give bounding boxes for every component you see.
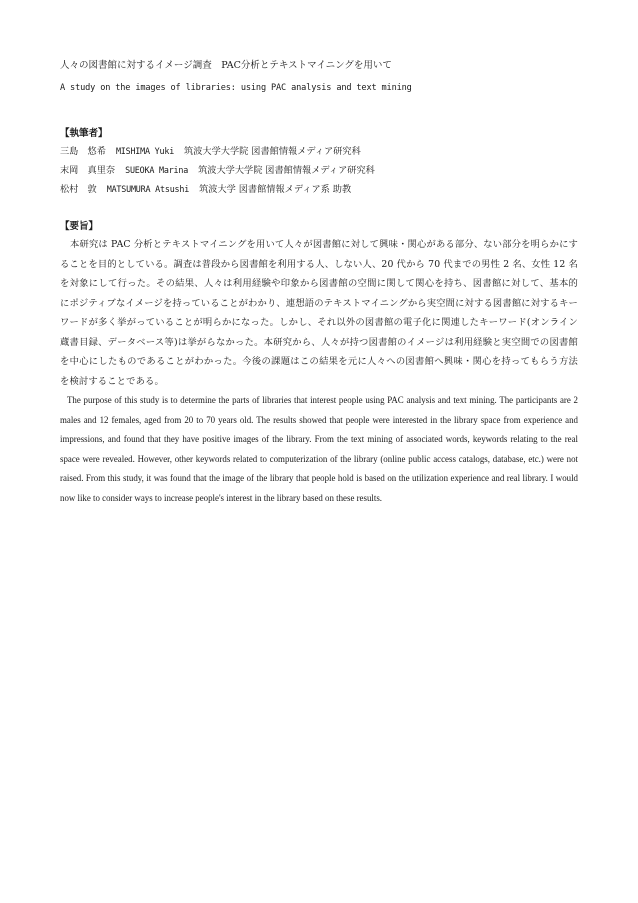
author-name-japanese: 三島 悠希 (60, 146, 106, 157)
author-name-romaji: MATSUMURA Atsushi (106, 184, 190, 194)
author-affiliation: 筑波大学 図書館情報メディア系 助教 (199, 184, 352, 195)
author-name-japanese: 松村 敦 (60, 184, 97, 195)
abstract-japanese: 本研究は PAC 分析とテキストマイニングを用いて人々が図書館に対して興味・関心がある部分、ない部分を明らかにすることを目的としている。調査は普段から図書館を利用する人、しない人、20 代から 70 代までの男性 2 名、女性 12 名を対象にして行った。その結果、人々は利用経験や印象から図書館の空間に関して関心を持ち、図書館に対して、基本的にポジティブなイメージを持っていることがわかり、連想語のテキストマイニングから実空間に対する図書館に対するキーワードが多く挙がっていることが明らかになった。しかし、それ以外の図書館の電子化に関連したキーワード(オンライン蔵書目録、データベース等)は挙がらなかった。本研究から、人々が持つ図書館のイメージは利用経験と実空間での図書館を中心にしたものであることがわかった。今後の課題はこの結果を元に人々への図書館へ興味・関心を持ってもらう方法を検討することである。 (60, 239, 578, 387)
title-japanese: 人々の図書館に対するイメージ調査 PAC分析とテキストマイニングを用いて (60, 60, 392, 71)
authors-heading: 【執筆者】 (60, 128, 108, 139)
title-english: A study on the images of libraries: using PAC analysis and text mining (60, 83, 412, 93)
author-name-romaji: SUEOKA Marina (125, 165, 189, 175)
author-line (60, 142, 578, 161)
abstract-section (60, 219, 578, 508)
author-affiliation: 筑波大学大学院 図書館情報メディア研究科 (198, 165, 375, 176)
author-line (60, 180, 578, 199)
authors-section (60, 126, 578, 199)
author-line (60, 161, 578, 180)
author-name-japanese: 末岡 真里奈 (60, 165, 116, 176)
abstract-english: The purpose of this study is to determine the parts of libraries that interest people using PAC analysis and text mining. The participants are 2 males and 12 females, aged from 20 to 70 years old. The results showed that people were interested in the library space from experience and impressions, and found that they have positive images of the library. From the text mining of associated words, keywords relating to the real space were revealed. However, other keywords related to computerization of the library (online public access catalogs, database, etc.) were not raised. From this study, it was found that the image of the library that people hold is based on the utilization experience and real library. I would now like to consider ways to increase people's interest in the library based on these results. (60, 395, 578, 503)
author-affiliation: 筑波大学大学院 図書館情報メディア研究科 (184, 146, 361, 157)
abstract-heading: 【要旨】 (60, 221, 99, 232)
author-name-romaji: MISHIMA Yuki (115, 146, 175, 156)
paper-page (60, 58, 578, 508)
